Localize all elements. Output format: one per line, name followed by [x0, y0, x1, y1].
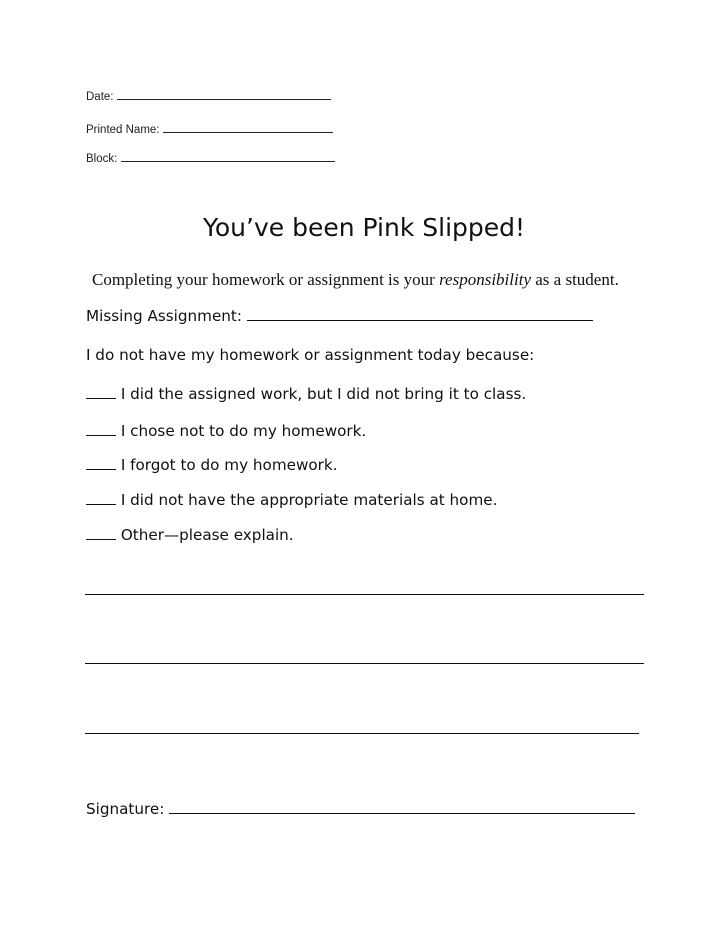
option-label: I did not have the appropriate materials at home. — [120, 491, 498, 509]
missing-assignment-blank[interactable] — [247, 306, 593, 321]
option-label: I chose not to do my homework. — [120, 422, 367, 440]
option-item[interactable] — [86, 490, 497, 509]
option-checkbox-blank[interactable] — [86, 490, 116, 505]
option-label: I forgot to do my homework. — [120, 456, 338, 474]
option-item[interactable] — [86, 525, 294, 544]
option-label: I did the assigned work, but I did not bring it to class. — [120, 385, 527, 403]
signature-label: Signature: — [86, 800, 165, 818]
block-field[interactable] — [86, 150, 335, 166]
subtitle-text-before: Completing your homework or assignment is your — [92, 270, 440, 289]
missing-assignment-label: Missing Assignment: — [86, 307, 242, 325]
reason-prompt: I do not have my homework or assignment today because: — [86, 346, 535, 364]
option-label: Other—please explain. — [120, 526, 294, 544]
option-item[interactable] — [86, 455, 338, 474]
subtitle-text-after: as a student. — [531, 270, 619, 289]
date-blank[interactable] — [117, 88, 331, 100]
block-label: Block: — [86, 153, 118, 165]
printed-name-field[interactable] — [86, 121, 333, 137]
missing-assignment-field[interactable] — [86, 306, 593, 325]
block-blank[interactable] — [121, 150, 335, 162]
option-item[interactable] — [86, 384, 526, 403]
explanation-line[interactable] — [85, 663, 644, 664]
option-checkbox-blank[interactable] — [86, 455, 116, 470]
explanation-line[interactable] — [85, 733, 639, 734]
option-item[interactable] — [86, 421, 366, 440]
subtitle — [92, 270, 619, 290]
page-title: You’ve been Pink Slipped! — [202, 213, 526, 242]
date-field[interactable] — [86, 88, 331, 104]
option-checkbox-blank[interactable] — [86, 384, 116, 399]
option-checkbox-blank[interactable] — [86, 525, 116, 540]
date-label: Date: — [86, 91, 114, 103]
option-checkbox-blank[interactable] — [86, 421, 116, 436]
signature-field[interactable] — [86, 799, 635, 818]
printed-name-label: Printed Name: — [86, 124, 160, 136]
printed-name-blank[interactable] — [163, 121, 333, 133]
explanation-line[interactable] — [85, 594, 644, 595]
signature-blank[interactable] — [169, 799, 635, 814]
subtitle-emphasis: responsibility — [439, 270, 531, 289]
